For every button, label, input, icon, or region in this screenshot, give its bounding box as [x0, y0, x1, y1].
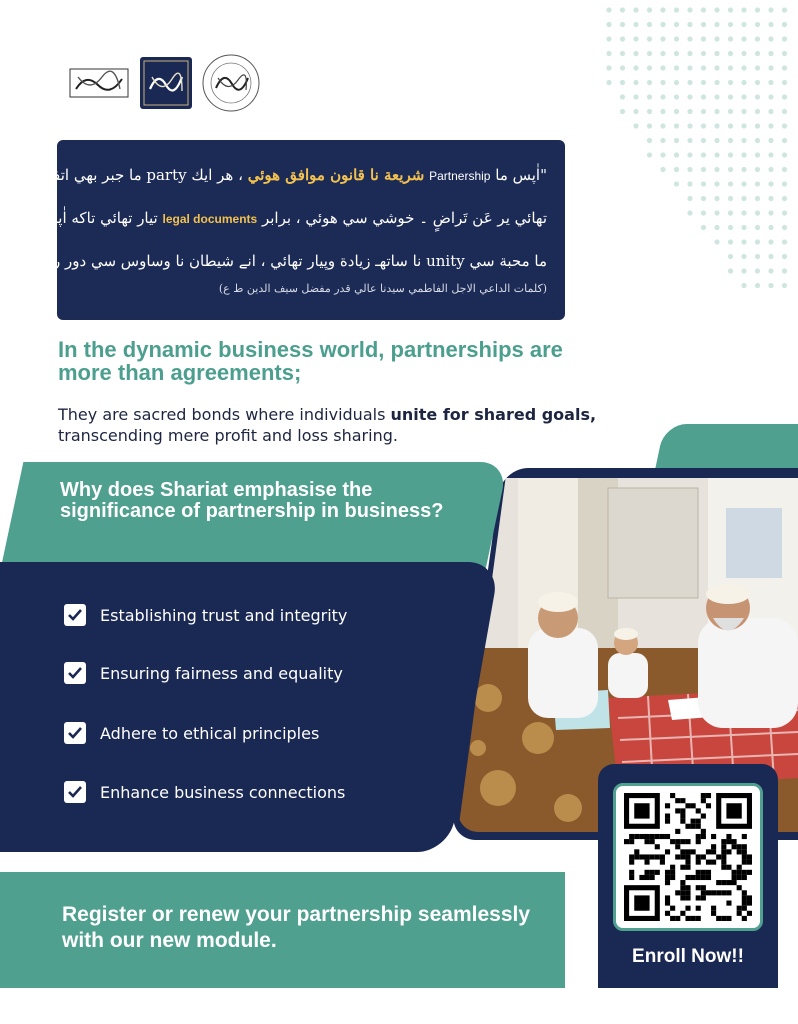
logo-right — [200, 52, 262, 114]
quote-box — [24, 140, 565, 320]
dot-pattern-decoration — [595, 0, 798, 300]
why-title: Why does Shariat emphasise the significance of partnership in business? — [60, 479, 444, 522]
logo-left — [68, 52, 130, 114]
checklist-item — [64, 781, 345, 803]
quote-line-2: تهائي ير عَن تَراضٍ ۔ خوشي سي هوئي ، برابر legal documents تيار تهائي تاكه اٰپس — [39, 209, 547, 227]
checkbox-checked-icon — [64, 604, 86, 626]
checkbox-checked-icon — [64, 722, 86, 744]
quote-citation: (كلمات الداعي الاجل الفاطمي سيدنا عالي قدر مفضل سيف الدين ط ع) — [218, 282, 547, 295]
headline: In the dynamic business world, partnerships are more than agreements; — [58, 337, 563, 385]
checklist-item-label: Ensuring fairness and equality — [100, 663, 343, 683]
intro-text: They are sacred bonds where individuals unite for shared goals, transcending mere profit and loss sharing. — [58, 405, 597, 445]
checklist-item-label: Adhere to ethical principles — [100, 723, 320, 743]
checklist-item-label: Establishing trust and integrity — [100, 605, 348, 625]
quote-line-3: ما محبة سي unity نا ساتهـ زيادة وپيار تهائي ، انے شيطان نا وساوس سي دور رهے." — [24, 252, 547, 270]
enroll-now-button[interactable]: Enroll Now!! — [632, 946, 744, 967]
checklist-item — [64, 722, 319, 744]
qr-code-icon[interactable] — [624, 793, 752, 921]
logo-center — [138, 52, 194, 114]
cta-text: Register or renew your partnership seamlessly with our new module. — [62, 903, 531, 952]
checklist-item-label: Enhance business connections — [100, 782, 346, 802]
checkbox-checked-icon — [64, 781, 86, 803]
checklist-item — [64, 604, 347, 626]
qr-code-card[interactable] — [613, 783, 763, 931]
quote-line-1: "اٰپس ما Partnership شريعة نا قانون موافق هوئي ، هر ايك party ما جبر بهي اتفاق — [36, 166, 547, 184]
checklist-item — [64, 662, 343, 684]
checkbox-checked-icon — [64, 662, 86, 684]
